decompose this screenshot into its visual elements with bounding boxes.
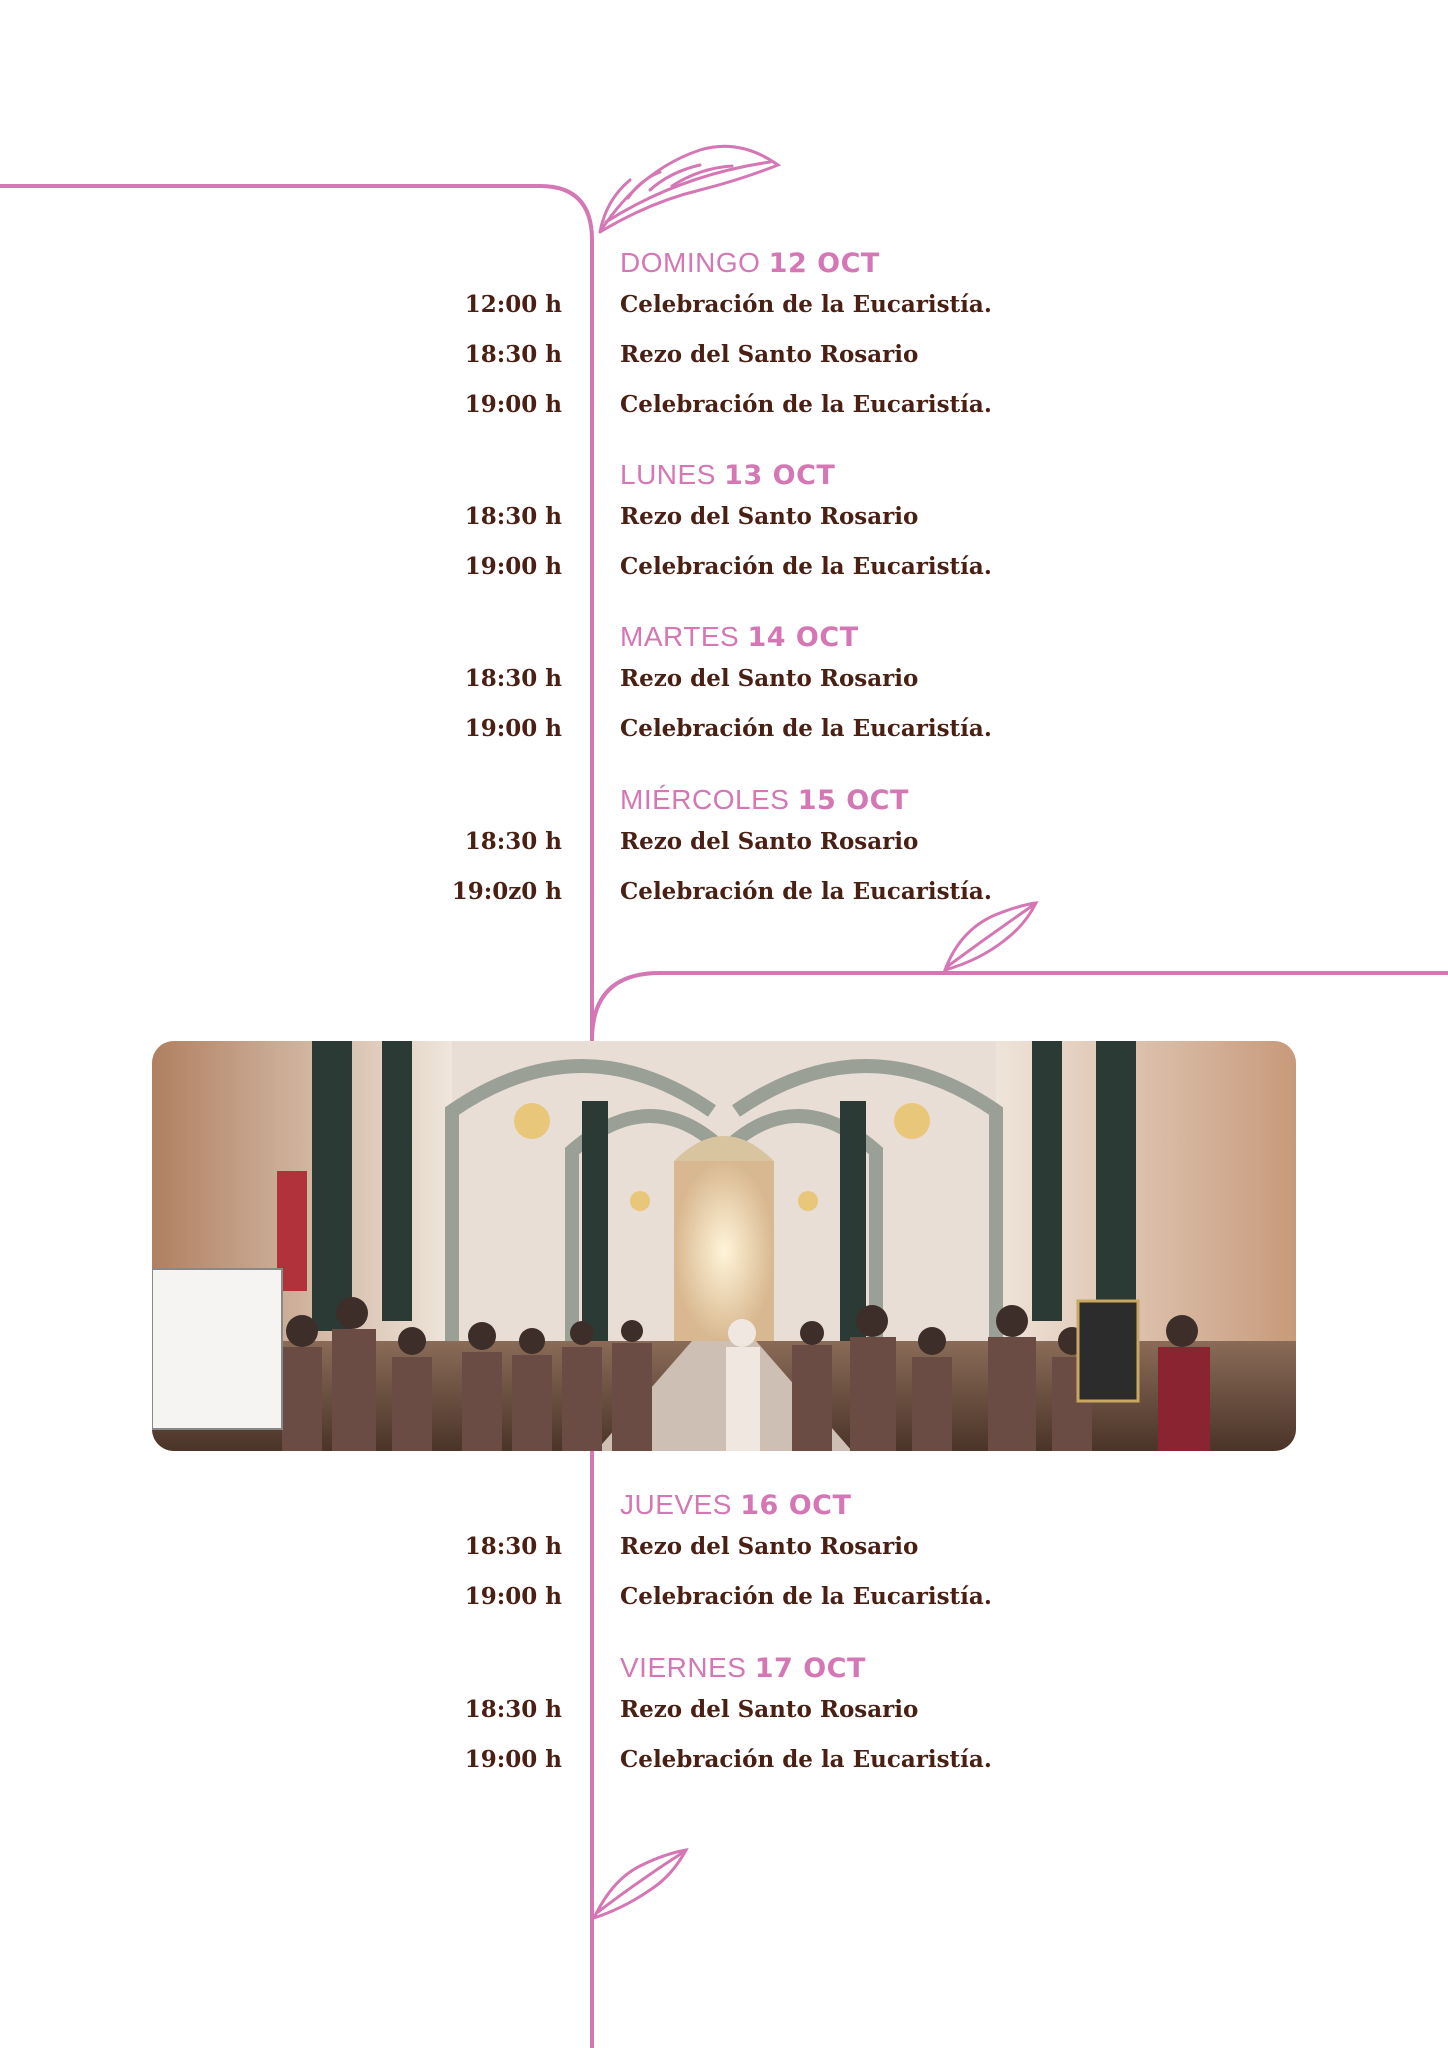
event-description: Rezo del Santo Rosario bbox=[620, 341, 919, 368]
event-time: 18:30 h bbox=[464, 1696, 562, 1723]
event-description: Celebración de la Eucaristía. bbox=[620, 1583, 992, 1610]
day-date: 16 OCT bbox=[740, 1490, 852, 1521]
event-time: 12:00 h bbox=[464, 291, 562, 318]
event-description: Rezo del Santo Rosario bbox=[620, 1533, 919, 1560]
event-description: Rezo del Santo Rosario bbox=[620, 665, 919, 692]
event-description: Celebración de la Eucaristía. bbox=[620, 391, 992, 418]
event-time: 19:00 h bbox=[464, 553, 562, 580]
church-interior-photo bbox=[152, 1041, 1296, 1451]
event-description: Celebración de la Eucaristía. bbox=[620, 291, 992, 318]
event-time: 18:30 h bbox=[464, 1533, 562, 1560]
event-description: Rezo del Santo Rosario bbox=[620, 503, 919, 530]
day-label: VIERNES bbox=[620, 1652, 747, 1683]
day-label: JUEVES bbox=[620, 1489, 732, 1520]
event-description: Rezo del Santo Rosario bbox=[620, 1696, 919, 1723]
middle-leaf-icon bbox=[945, 903, 1036, 970]
event-time: 18:30 h bbox=[464, 341, 562, 368]
event-description: Celebración de la Eucaristía. bbox=[620, 553, 992, 580]
event-time: 19:00 h bbox=[464, 1583, 562, 1610]
middle-branch-line bbox=[592, 973, 1448, 1040]
event-time: 19:00 h bbox=[464, 391, 562, 418]
event-time: 19:0z0 h bbox=[451, 878, 562, 905]
day-date: 13 OCT bbox=[724, 460, 836, 491]
day-date: 14 OCT bbox=[747, 622, 859, 653]
event-time: 19:00 h bbox=[464, 1746, 562, 1773]
event-description: Celebración de la Eucaristía. bbox=[620, 878, 992, 905]
day-heading bbox=[620, 621, 859, 653]
day-label: MARTES bbox=[620, 621, 740, 652]
top-leaf-icon bbox=[600, 146, 778, 232]
event-description: Celebración de la Eucaristía. bbox=[620, 715, 992, 742]
event-time: 18:30 h bbox=[464, 665, 562, 692]
day-heading bbox=[620, 784, 909, 816]
day-date: 17 OCT bbox=[754, 1653, 866, 1684]
day-heading bbox=[620, 247, 880, 279]
day-label: DOMINGO bbox=[620, 247, 761, 278]
day-date: 12 OCT bbox=[768, 248, 880, 279]
event-time: 18:30 h bbox=[464, 828, 562, 855]
bottom-leaf-icon bbox=[594, 1850, 686, 1918]
day-label: LUNES bbox=[620, 459, 716, 490]
day-heading bbox=[620, 1652, 866, 1684]
event-time: 18:30 h bbox=[464, 503, 562, 530]
day-label: MIÉRCOLES bbox=[620, 784, 790, 815]
day-date: 15 OCT bbox=[797, 785, 909, 816]
day-heading bbox=[620, 459, 835, 491]
event-description: Celebración de la Eucaristía. bbox=[620, 1746, 992, 1773]
event-time: 19:00 h bbox=[464, 715, 562, 742]
day-heading bbox=[620, 1489, 851, 1521]
event-description: Rezo del Santo Rosario bbox=[620, 828, 919, 855]
